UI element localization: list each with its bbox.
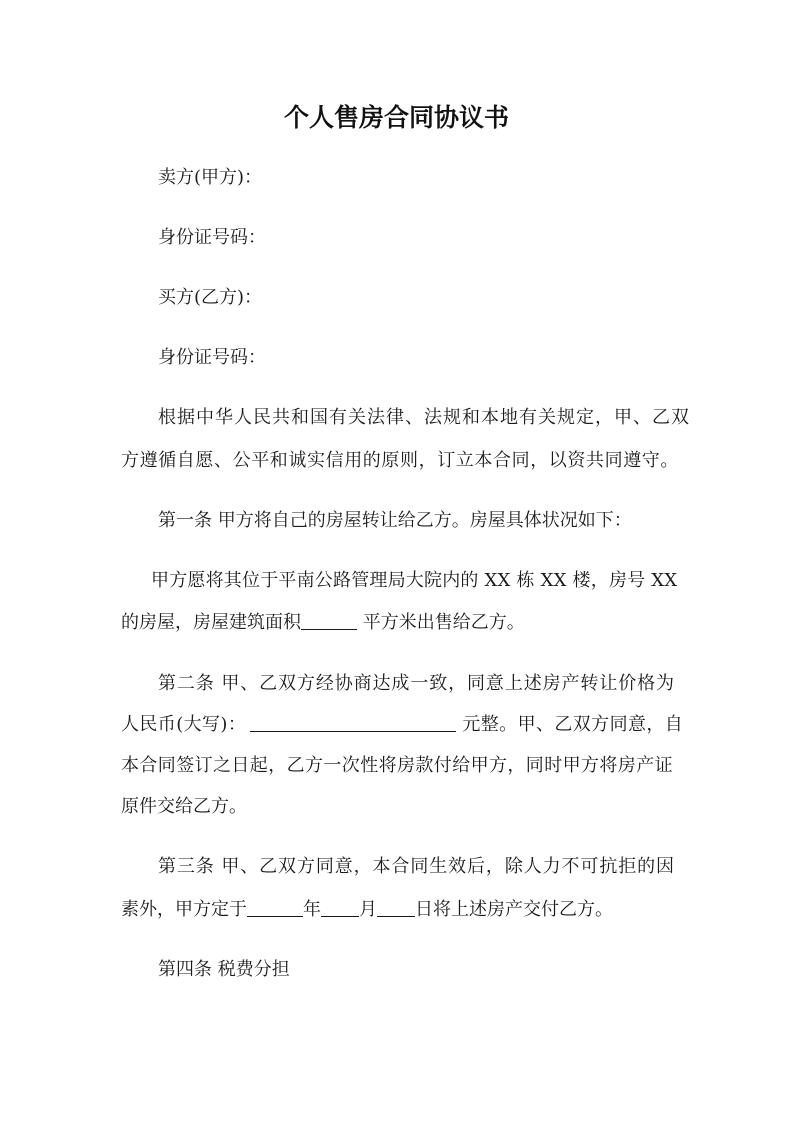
article-1-heading: 第一条 甲方将自己的房屋转让给乙方。房屋具体状况如下： — [158, 510, 632, 531]
seller-id-label: 身份证号码： — [158, 227, 266, 248]
price-blank — [250, 711, 456, 732]
intro-line-1: 根据中华人民共和国有关法律、法规和本地有关规定，甲、乙双 — [158, 407, 690, 428]
article-1-line-2-end: 平方米出售给乙方。 — [357, 612, 525, 633]
article-1-line-2-start: 的房屋，房屋建筑面积 — [121, 612, 301, 633]
article-2-line-1: 第二条 甲、乙双方经协商达成一致，同意上述房产转让价格为 — [158, 673, 675, 694]
article-1-line-2 — [121, 608, 525, 638]
document-title: 个人售房合同协议书 — [283, 103, 509, 132]
article-2-line-3: 本合同签订之日起，乙方一次性将房款付给甲方，同时甲方将房产证 — [121, 755, 673, 776]
area-blank — [301, 609, 357, 630]
buyer-label: 买方(乙方)： — [158, 287, 263, 308]
intro-line-2: 方遵循自愿、公平和诚实信用的原则，订立本合同，以资共同遵守。 — [121, 450, 679, 471]
day-blank — [377, 896, 415, 917]
article-3-line-1: 第三条 甲、乙双方同意，本合同生效后，除人力不可抗拒的因 — [158, 856, 675, 877]
buyer-id-label: 身份证号码： — [158, 347, 266, 368]
article-2-line-2-end: 元整。甲、乙双方同意，自 — [456, 714, 684, 735]
month-blank — [321, 896, 359, 917]
article-3-line-2 — [121, 895, 613, 925]
article-3-line-2-end: 日将上述房产交付乙方。 — [415, 899, 613, 920]
month-label: 月 — [359, 899, 377, 920]
seller-label: 卖方(甲方)： — [158, 167, 263, 188]
article-2-line-4: 原件交给乙方。 — [121, 796, 247, 817]
article-3-line-2-start: 素外，甲方定于 — [121, 899, 247, 920]
article-1-line-1: 甲方愿将其位于平南公路管理局大院内的 XX 栋 XX 楼，房号 XX — [151, 570, 678, 591]
article-4-heading: 第四条 税费分担 — [158, 959, 290, 980]
article-2-line-2 — [121, 710, 683, 740]
article-2-line-2-start: 人民币(大写)： — [121, 714, 247, 735]
year-label: 年 — [303, 899, 321, 920]
year-blank — [247, 896, 303, 917]
